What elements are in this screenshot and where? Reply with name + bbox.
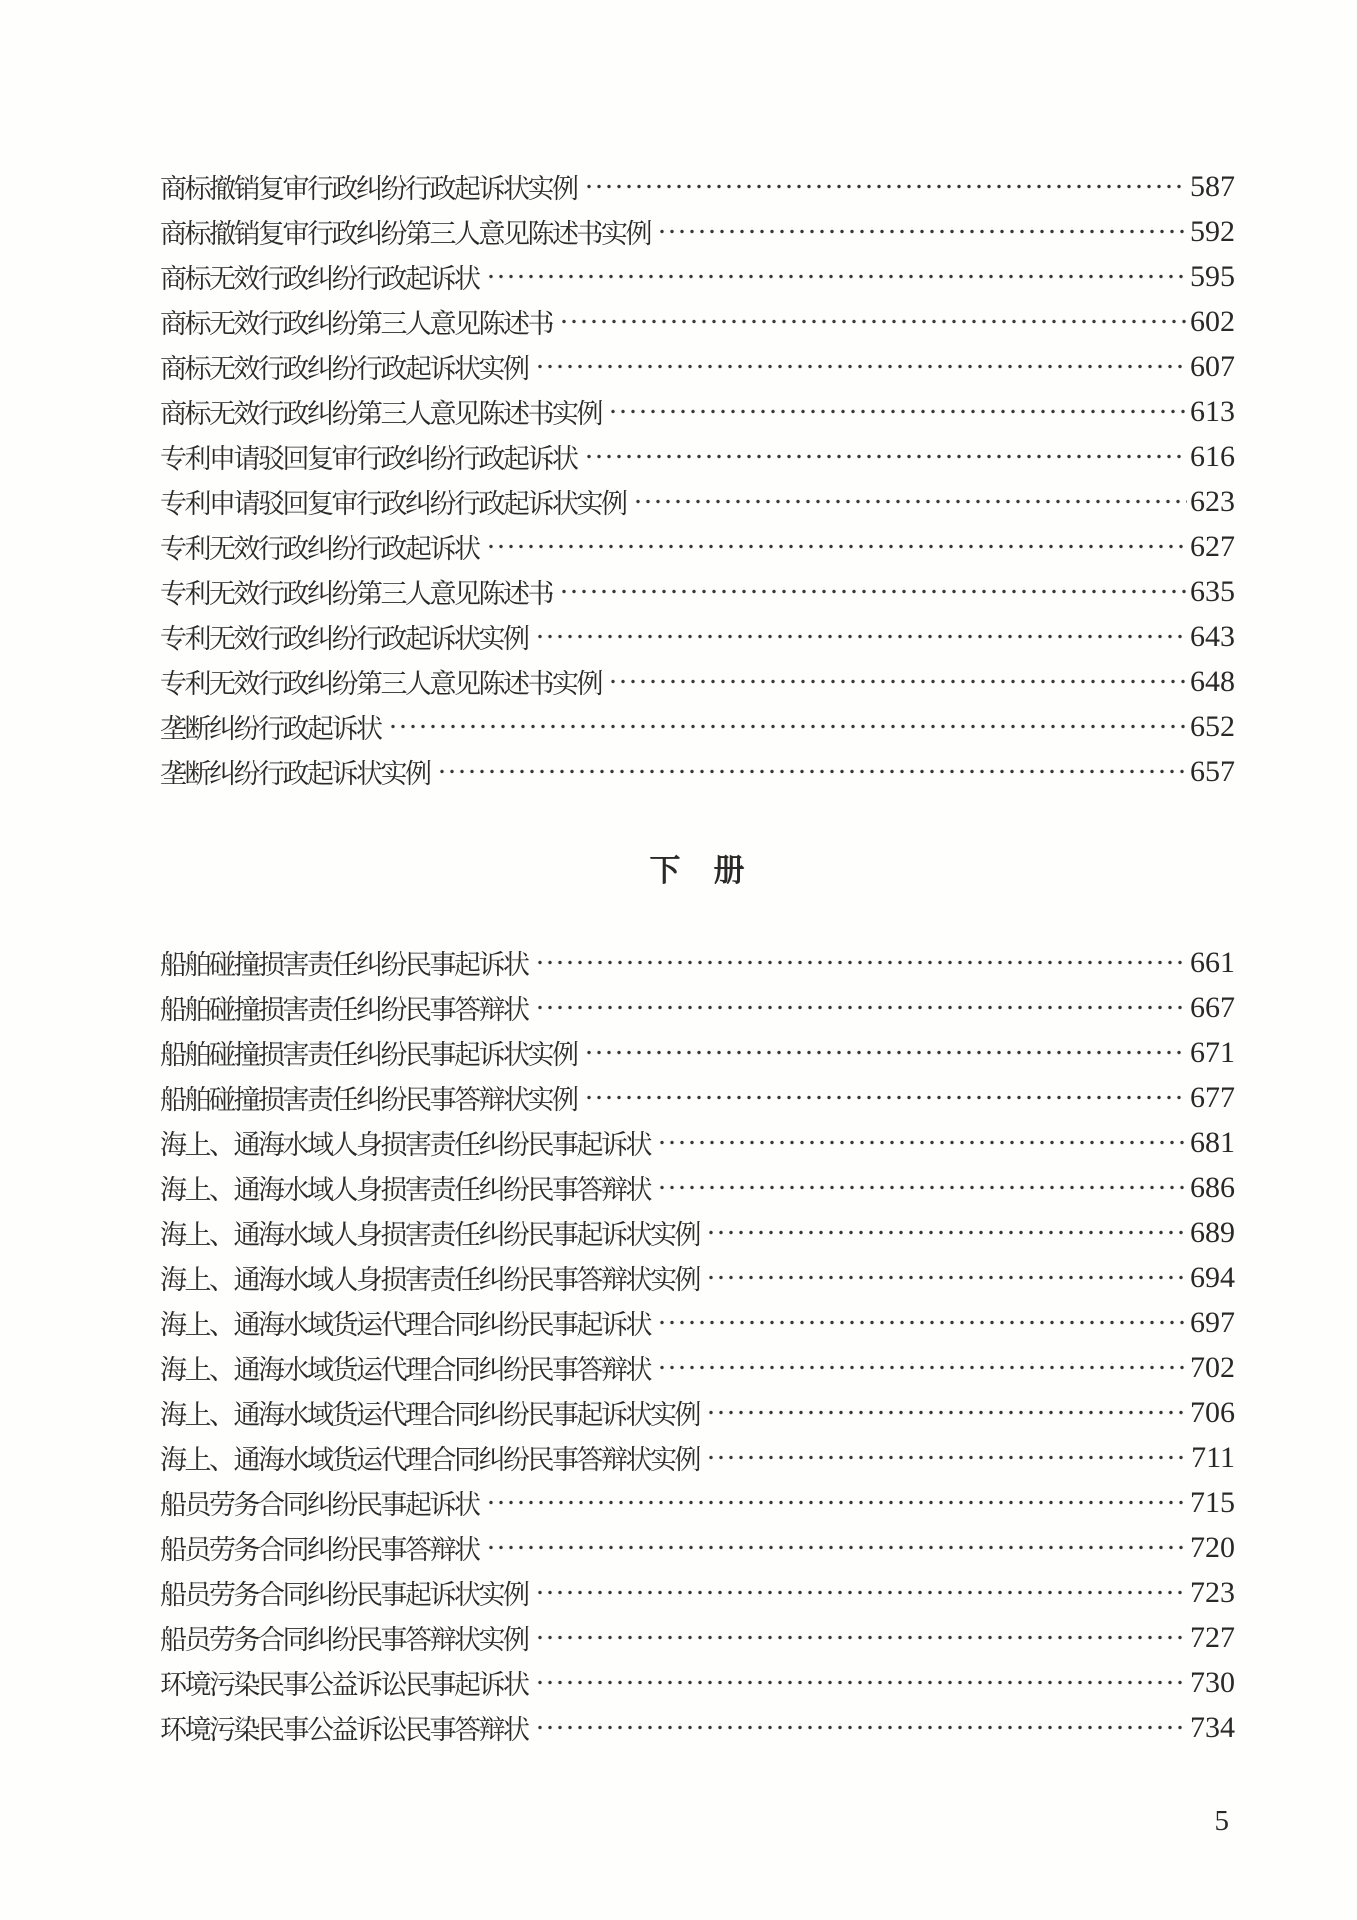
entry-title: 船舶碰撞损害责任纠纷民事答辩状 <box>160 995 528 1026</box>
entry-page-number: 587 <box>1190 169 1235 203</box>
toc-entry <box>160 1480 1235 1525</box>
toc-entry <box>160 1660 1235 1705</box>
entry-page-number: 677 <box>1190 1080 1235 1114</box>
dot-leader <box>608 659 1187 704</box>
entry-page-number: 715 <box>1190 1485 1235 1519</box>
entry-page-number: 686 <box>1190 1170 1235 1204</box>
dot-leader <box>657 209 1187 254</box>
entry-page-number: 720 <box>1190 1530 1235 1564</box>
entry-title: 海上、通海水域货运代理合同纠纷民事答辩状 <box>160 1355 650 1386</box>
toc-entry <box>160 389 1235 434</box>
entry-title: 专利无效行政纠纷第三人意见陈述书实例 <box>160 669 601 700</box>
toc-section-volume-2 <box>160 940 1235 1750</box>
dot-leader <box>584 1030 1188 1075</box>
toc-entry <box>160 614 1235 659</box>
entry-title: 商标无效行政纠纷行政起诉状实例 <box>160 354 528 385</box>
entry-page-number: 671 <box>1190 1035 1235 1069</box>
toc-entry <box>160 749 1235 794</box>
entry-title: 商标撤销复审行政纠纷行政起诉状实例 <box>160 174 577 205</box>
entry-page-number: 592 <box>1190 214 1235 248</box>
entry-page-number: 613 <box>1190 394 1235 428</box>
toc-entry <box>160 1030 1235 1075</box>
toc-entry <box>160 569 1235 614</box>
entry-page-number: 702 <box>1190 1350 1235 1384</box>
dot-leader <box>437 749 1188 794</box>
toc-entry <box>160 479 1235 524</box>
entry-page-number: 667 <box>1190 990 1235 1024</box>
dot-leader <box>584 1075 1188 1120</box>
dot-leader <box>535 985 1188 1030</box>
toc-entry <box>160 1075 1235 1120</box>
dot-leader <box>706 1210 1187 1255</box>
entry-title: 垄断纠纷行政起诉状实例 <box>160 759 430 790</box>
entry-title: 海上、通海水域货运代理合同纠纷民事答辩状实例 <box>160 1445 699 1476</box>
dot-leader <box>535 344 1188 389</box>
entry-page-number: 723 <box>1190 1575 1235 1609</box>
toc-entry <box>160 659 1235 704</box>
entry-title: 商标无效行政纠纷行政起诉状 <box>160 264 479 295</box>
entry-page-number: 661 <box>1190 945 1235 979</box>
dot-leader <box>657 1300 1187 1345</box>
entry-title: 船员劳务合同纠纷民事答辩状实例 <box>160 1625 528 1656</box>
page-number: 5 <box>1214 1805 1229 1837</box>
toc-entry <box>160 940 1235 985</box>
dot-leader <box>486 254 1188 299</box>
entry-page-number: 694 <box>1190 1260 1235 1294</box>
dot-leader <box>535 1570 1188 1615</box>
entry-title: 船员劳务合同纠纷民事起诉状 <box>160 1490 479 1521</box>
dot-leader <box>486 524 1188 569</box>
entry-title: 海上、通海水域人身损害责任纠纷民事答辩状实例 <box>160 1265 699 1296</box>
entry-title: 海上、通海水域人身损害责任纠纷民事起诉状实例 <box>160 1220 699 1251</box>
dot-leader <box>535 1615 1188 1660</box>
entry-title: 船员劳务合同纠纷民事答辩状 <box>160 1535 479 1566</box>
dot-leader <box>608 389 1187 434</box>
entry-page-number: 657 <box>1190 754 1235 788</box>
entry-page-number: 681 <box>1190 1125 1235 1159</box>
toc-entry <box>160 1615 1235 1660</box>
toc-entry <box>160 1165 1235 1210</box>
dot-leader <box>486 1480 1188 1525</box>
entry-page-number: 648 <box>1190 664 1235 698</box>
toc-entry <box>160 1390 1235 1435</box>
toc-entry <box>160 704 1235 749</box>
entry-title: 商标无效行政纠纷第三人意见陈述书 <box>160 309 552 340</box>
toc-entry <box>160 1300 1235 1345</box>
toc-entry <box>160 1120 1235 1165</box>
entry-title: 专利无效行政纠纷行政起诉状 <box>160 534 479 565</box>
entry-title: 商标撤销复审行政纠纷第三人意见陈述书实例 <box>160 219 650 250</box>
dot-leader <box>584 434 1188 479</box>
entry-title: 环境污染民事公益诉讼民事答辩状 <box>160 1715 528 1746</box>
dot-leader <box>706 1435 1188 1480</box>
entry-page-number: 697 <box>1190 1305 1235 1339</box>
entry-page-number: 643 <box>1190 619 1235 653</box>
toc-entry <box>160 1705 1235 1750</box>
entry-title: 船员劳务合同纠纷民事起诉状实例 <box>160 1580 528 1611</box>
entry-title: 商标无效行政纠纷第三人意见陈述书实例 <box>160 399 601 430</box>
toc-entry <box>160 524 1235 569</box>
entry-title: 环境污染民事公益诉讼民事起诉状 <box>160 1670 528 1701</box>
entry-page-number: 730 <box>1190 1665 1235 1699</box>
dot-leader <box>584 164 1188 209</box>
toc-entry <box>160 985 1235 1030</box>
entry-title: 专利申请驳回复审行政纠纷行政起诉状 <box>160 444 577 475</box>
entry-page-number: 607 <box>1190 349 1235 383</box>
toc-entry <box>160 254 1235 299</box>
entry-title: 专利无效行政纠纷第三人意见陈述书 <box>160 579 552 610</box>
entry-page-number: 689 <box>1190 1215 1235 1249</box>
entry-page-number: 595 <box>1190 259 1235 293</box>
toc-entry <box>160 1525 1235 1570</box>
entry-page-number: 602 <box>1190 304 1235 338</box>
entry-page-number: 652 <box>1190 709 1235 743</box>
entry-page-number: 706 <box>1190 1395 1235 1429</box>
entry-title: 专利无效行政纠纷行政起诉状实例 <box>160 624 528 655</box>
entry-page-number: 627 <box>1190 529 1235 563</box>
toc-entry <box>160 344 1235 389</box>
dot-leader <box>388 704 1188 749</box>
dot-leader <box>633 479 1188 524</box>
dot-leader <box>535 940 1188 985</box>
dot-leader <box>486 1525 1188 1570</box>
entry-title: 海上、通海水域货运代理合同纠纷民事起诉状 <box>160 1310 650 1341</box>
dot-leader <box>657 1120 1187 1165</box>
dot-leader <box>559 569 1187 614</box>
entry-page-number: 635 <box>1190 574 1235 608</box>
entry-page-number: 727 <box>1190 1620 1235 1654</box>
dot-leader <box>657 1345 1187 1390</box>
toc-entry <box>160 164 1235 209</box>
entry-title: 船舶碰撞损害责任纠纷民事起诉状 <box>160 950 528 981</box>
entry-title: 海上、通海水域人身损害责任纠纷民事答辩状 <box>160 1175 650 1206</box>
dot-leader <box>535 1660 1188 1705</box>
toc-entry <box>160 1435 1235 1480</box>
toc-entry <box>160 434 1235 479</box>
dot-leader <box>706 1390 1187 1435</box>
toc-entry <box>160 1210 1235 1255</box>
entry-page-number: 734 <box>1190 1710 1235 1744</box>
toc-entry <box>160 299 1235 344</box>
toc-entry <box>160 1345 1235 1390</box>
dot-leader <box>535 1705 1188 1750</box>
entry-title: 垄断纠纷行政起诉状 <box>160 714 381 745</box>
dot-leader <box>559 299 1187 344</box>
dot-leader <box>535 614 1188 659</box>
entry-title: 专利申请驳回复审行政纠纷行政起诉状实例 <box>160 489 626 520</box>
entry-title: 船舶碰撞损害责任纠纷民事答辩状实例 <box>160 1085 577 1116</box>
dot-leader <box>706 1255 1187 1300</box>
entry-title: 船舶碰撞损害责任纠纷民事起诉状实例 <box>160 1040 577 1071</box>
toc-section-volume-1-continued <box>160 164 1235 794</box>
entry-page-number: 711 <box>1191 1440 1235 1474</box>
toc-entry <box>160 1255 1235 1300</box>
toc-entry <box>160 209 1235 254</box>
toc-entry <box>160 1570 1235 1615</box>
entry-title: 海上、通海水域人身损害责任纠纷民事起诉状 <box>160 1130 650 1161</box>
entry-title: 海上、通海水域货运代理合同纠纷民事起诉状实例 <box>160 1400 699 1431</box>
entry-page-number: 623 <box>1190 484 1235 518</box>
dot-leader <box>657 1165 1187 1210</box>
entry-page-number: 616 <box>1190 439 1235 473</box>
volume-2-section-header: 下 册 <box>649 853 746 889</box>
